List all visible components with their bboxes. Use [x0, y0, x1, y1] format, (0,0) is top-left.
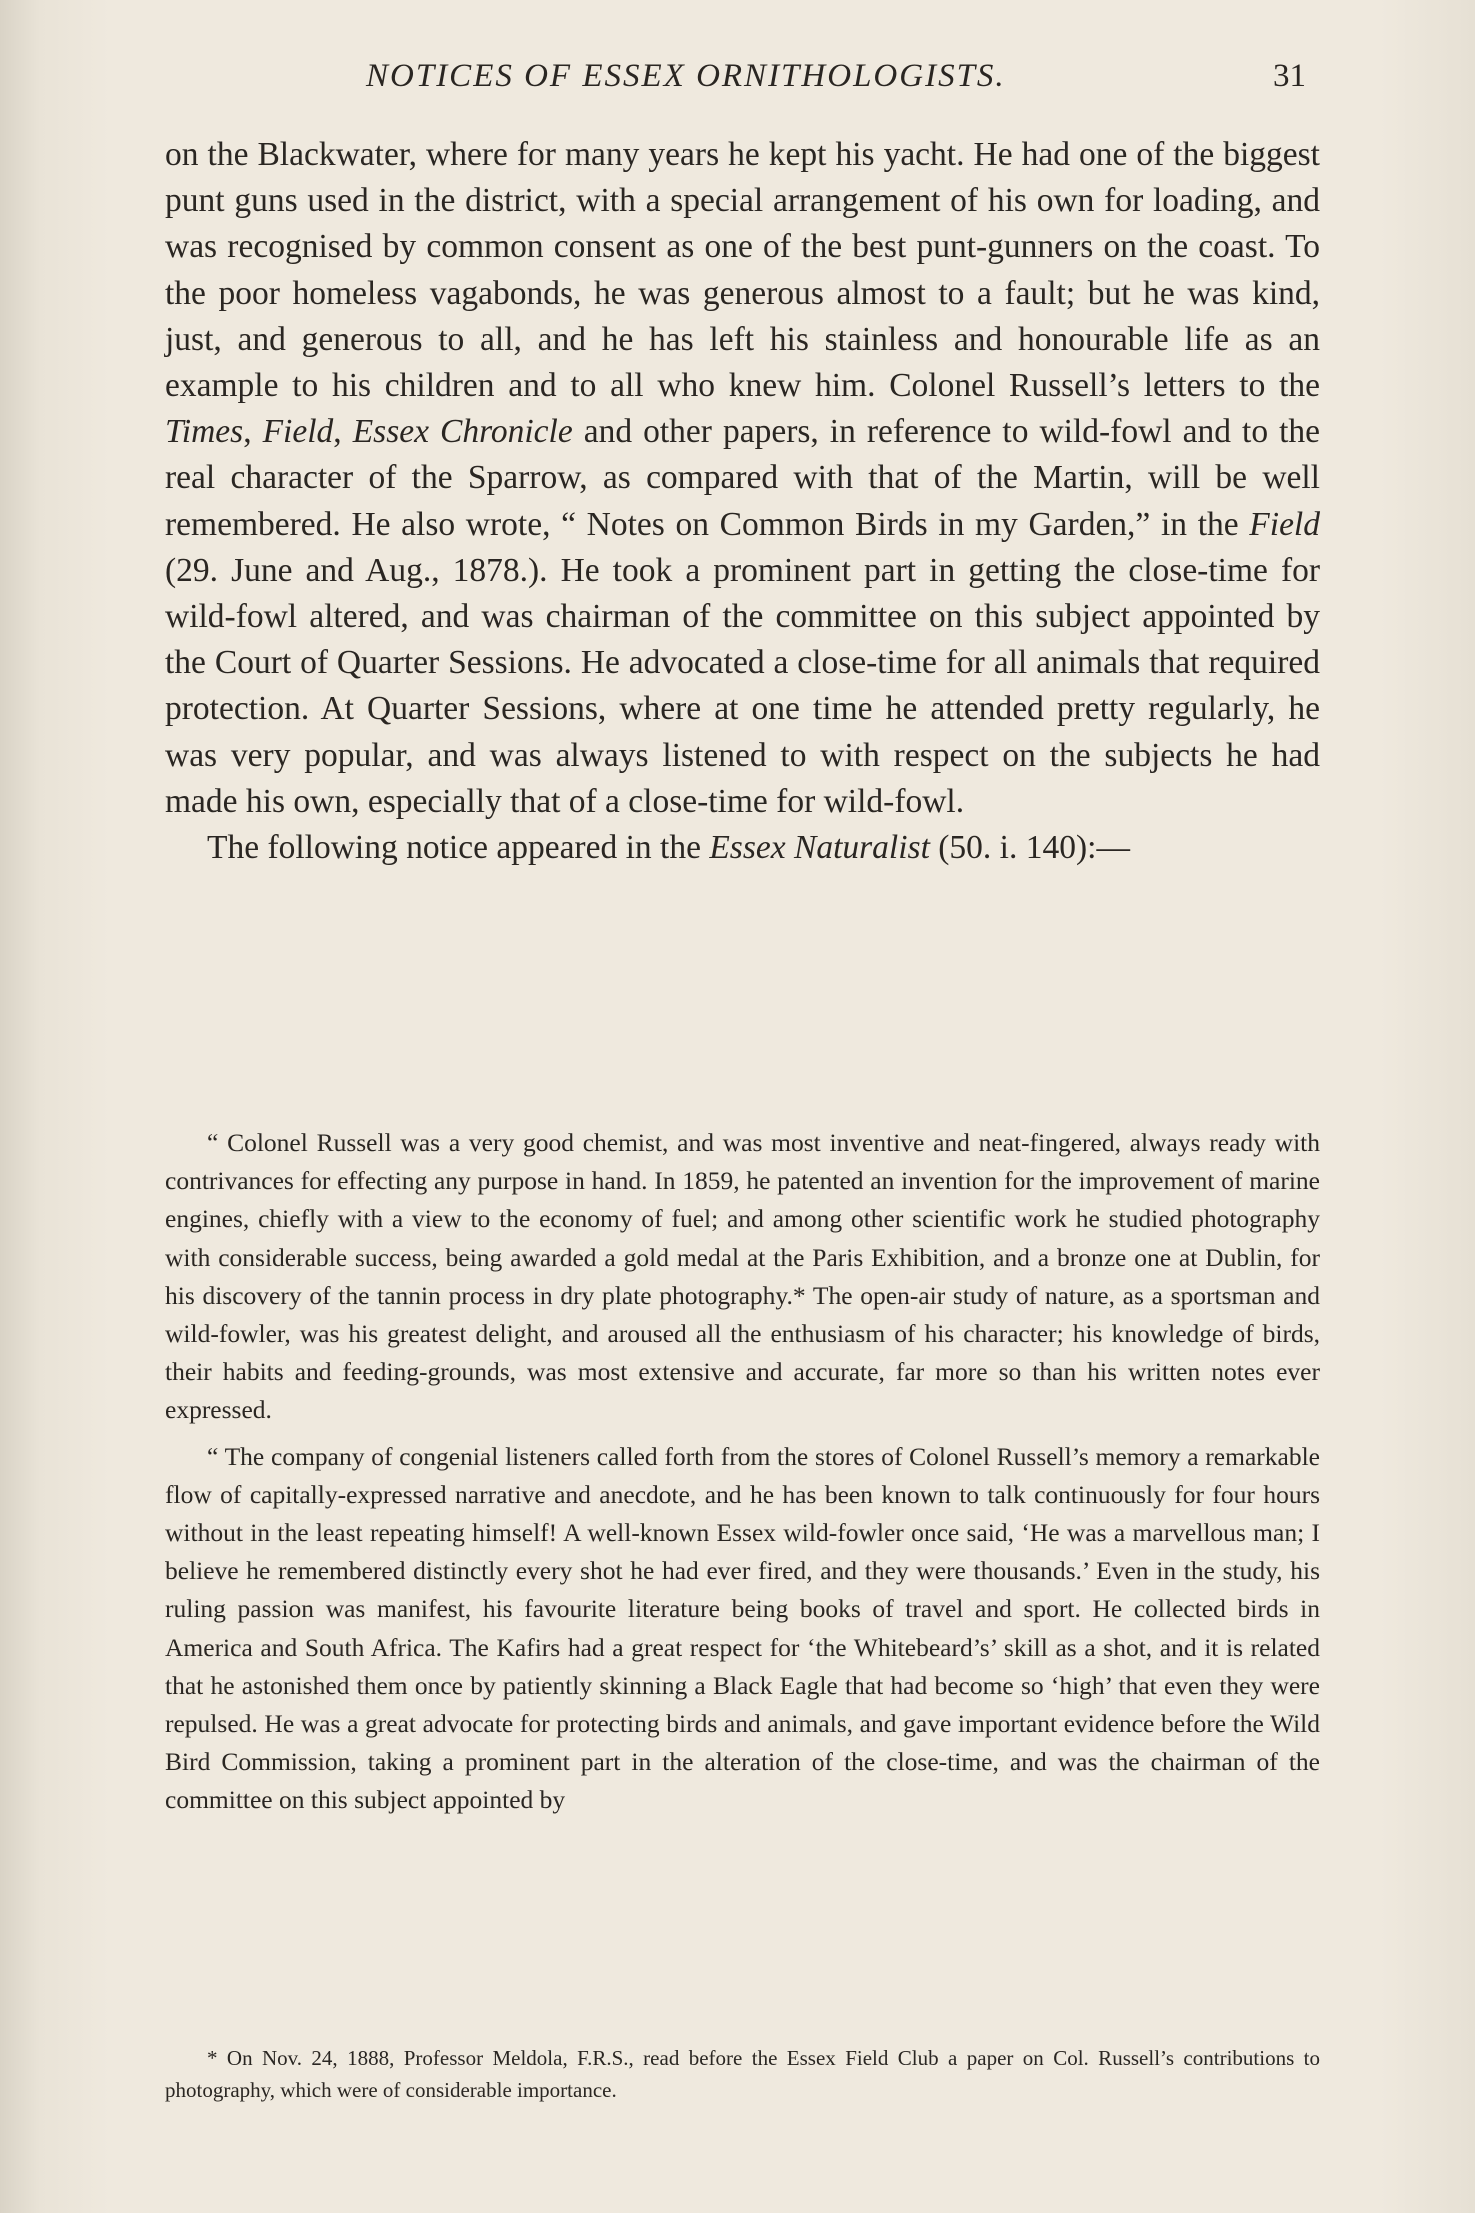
quote-paragraph: “ The company of congenial listeners called forth from the stores of Colonel Russell’s memory a remarkable flow of capitally-expressed narrative and anecdote, and he has been known to talk continuously for four hours without in the least repeating himself! A well-known Essex wild-fowler once said, ‘He was a marvellous man; I believe he remembered distinctly every shot he had ever fired, and they were thousands.’ Even in the study, his ruling passion was manifest, his favourite literature being books of travel and sport. He collected birds in America and South Africa. The Kafirs had a great respect for ‘the Whitebeard’s’ skill as a shot, and it is related that he astonished them once by patiently skinning a Black Eagle that had become so ‘high’ that even they were repulsed. He was a great advocate for protecting birds and animals, and gave important evidence before the Wild Bird Commission, taking a prominent part in the alteration of the close-time, and was the chairman of the committee on this subject appointed by: [165, 1441, 1320, 1815]
footnote-text: * On Nov. 24, 1888, Professor Meldola, F.R.S., read before the Essex Field Club a paper on Col. Russell’s contributions to photography, which were of considerable importance.: [165, 2046, 1320, 2102]
running-title: NOTICES OF ESSEX ORNITHOLOGISTS.: [366, 58, 1006, 94]
main-text: [165, 132, 1320, 871]
italic-title: Field: [262, 413, 334, 451]
footnote: [165, 2042, 1320, 2106]
page-header: [0, 58, 1475, 108]
quote-paragraph: “ Colonel Russell was a very good chemist, and was most inventive and neat-fingered, always ready with contrivances for effecting any purpose in hand. In 1859, he patented an invention for the improvement of marine engines, chiefly with a view to the economy of fuel; and among other scientific work he studied photography with considerable success, being awarded a gold medal at the Paris Exhibition, and a bronze one at Dublin, for his discovery of the tannin process in dry plate photography.* The open-air study of nature, as a sportsman and wild-fowler, was his greatest delight, and aroused all the enthusiasm of his character; his knowledge of birds, their habits and feeding-grounds, was most extensive and accurate, far more so than his written notes ever expressed.: [165, 1128, 1320, 1425]
body-paragraph: on the Blackwater, where for many years he kept his yacht. He had one of the biggest punt guns used in the district, with a special arrangement of his own for loading, and was recognised by common consent as one of the best punt-gunners on the coast. To the poor homeless vagabonds, he was generous almost to a fault; but he was kind, just, and generous to all, and he has left his stainless and honourable life as an example to his children and to all who knew him. Colonel Russell’s letters to the Times, Field, Essex Chronicle and other papers, in reference to wild-fowl and to the real character of the Sparrow, as compared with that of the Martin, will be well remembered. He also wrote, “ Notes on Common Birds in my Garden,” in the Field (29. June and Aug., 1878.). He took a prominent part in getting the close-time for wild-fowl altered, and was chairman of the committee on this subject appointed by the Court of Quarter Sessions. He advocated a close-time for all animals that required protection. At Quarter Sessions, where at one time he attended pretty regularly, he was very popular, and was always listened to with respect on the subjects he had made his own, especially that of a close-time for wild-fowl.: [165, 136, 1321, 820]
page-number: 31: [1273, 58, 1306, 94]
italic-title: Essex Chronicle: [352, 413, 573, 451]
italic-title: Field: [1249, 505, 1320, 543]
body-paragraph: The following notice appeared in the Essex Naturalist (50. i. 140):—: [207, 829, 1130, 867]
italic-title: Times: [165, 413, 244, 451]
block-quote: [165, 1124, 1320, 1820]
italic-title: Essex Naturalist: [709, 829, 930, 867]
